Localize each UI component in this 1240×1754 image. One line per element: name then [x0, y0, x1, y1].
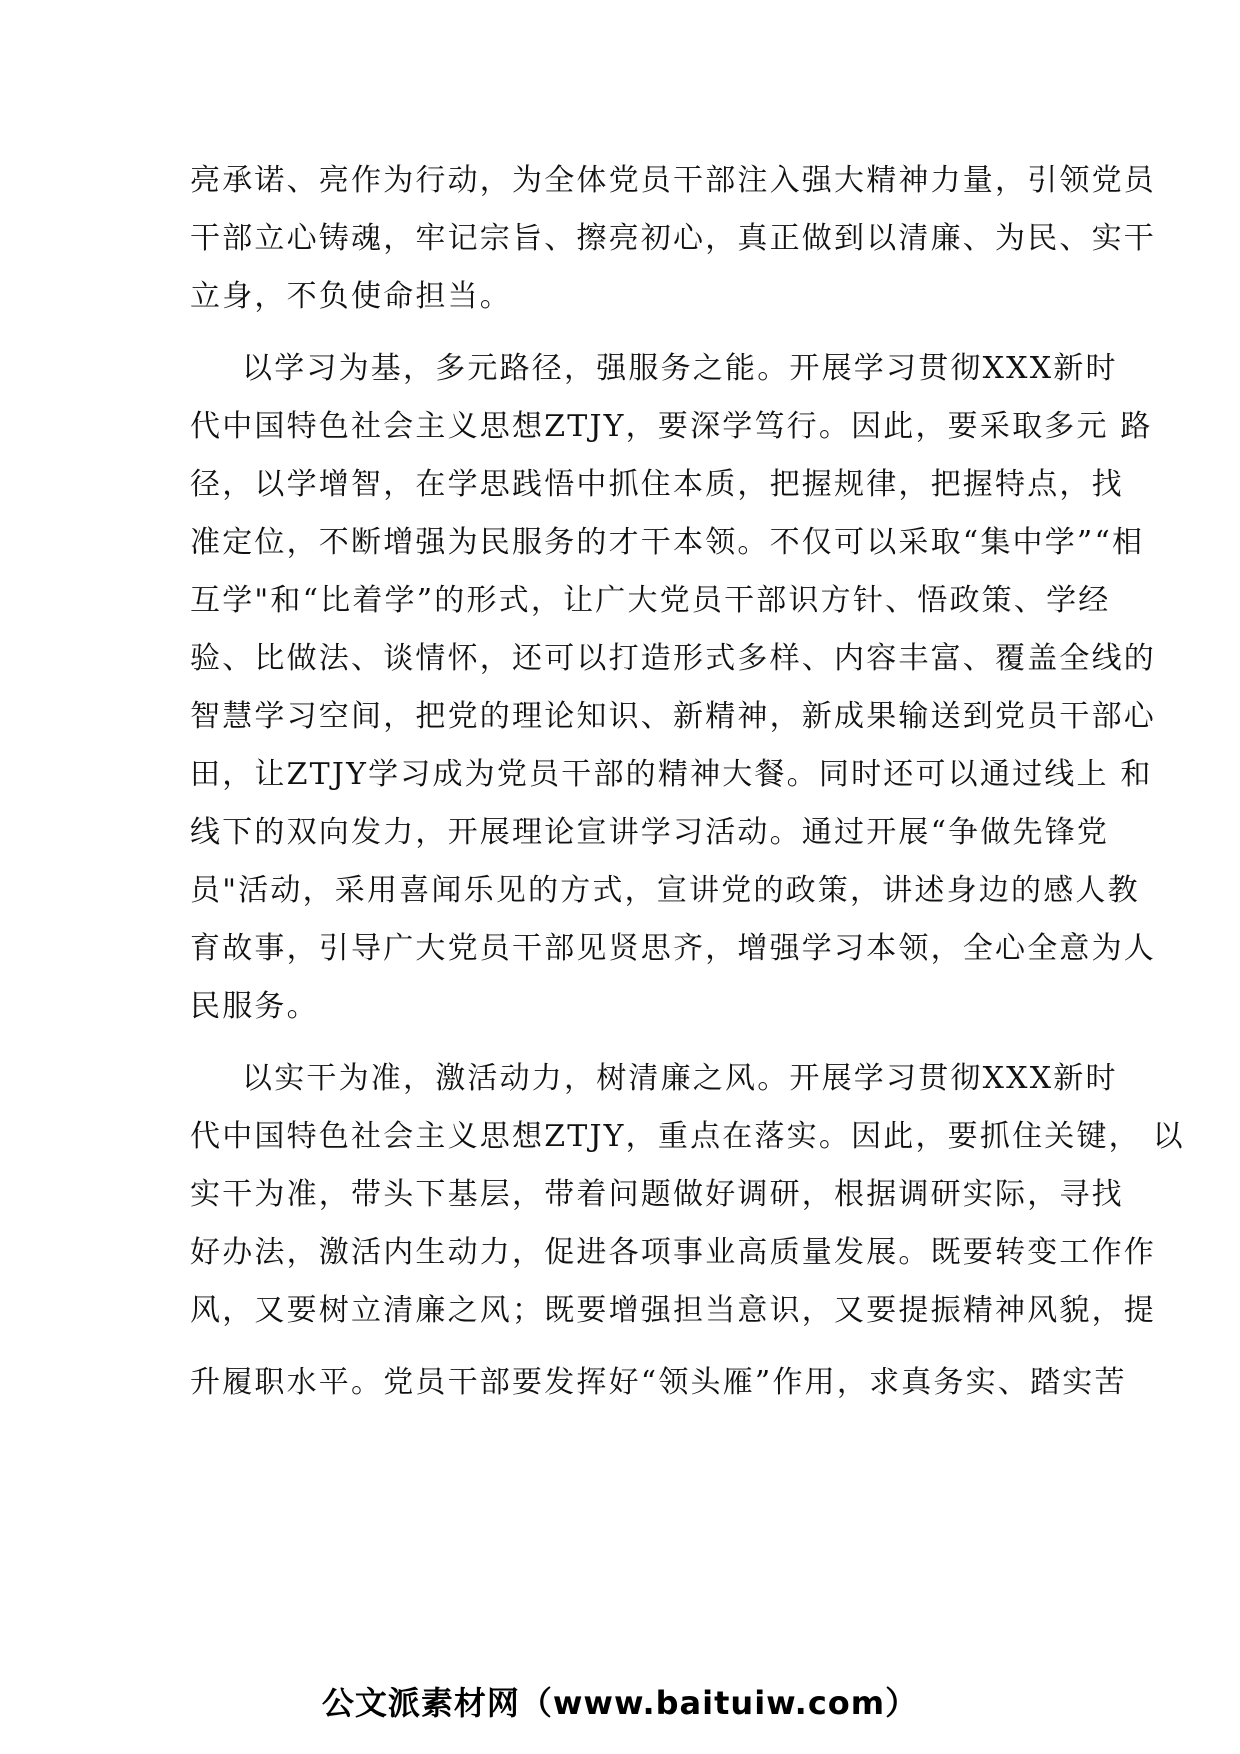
- text-line: 立身，不负使命担当。: [190, 279, 512, 314]
- body-text: [190, 162, 1185, 1422]
- text-line: 干部立心铸魂，牢记宗旨、擦亮初心，真正做到以清廉、为民、实干: [190, 221, 1156, 256]
- text-line: 育故事，引导广大党员干部见贤思齐，增强学习本领，全心全意为人: [190, 931, 1156, 966]
- text-line: 实干为准，带头下基层，带着问题做好调研，根据调研实际，寻找: [190, 1177, 1124, 1212]
- text-line: 员"活动，采用喜闻乐见的方式，宣讲党的政策，讲述身边的感人教: [190, 873, 1140, 908]
- text-line: 智慧学习空间，把党的理论知识、新精神，新成果输送到党员干部心: [190, 699, 1156, 734]
- text-line: 好办法，激活内生动力，促进各项事业高质量发展。既要转变工作作: [190, 1235, 1156, 1270]
- text-line: 验、比做法、谈情怀，还可以打造形式多样、内容丰富、覆盖全线的: [190, 641, 1156, 676]
- text-line: 风，又要树立清廉之风；既要增强担当意识，又要提振精神风貌，提: [190, 1293, 1156, 1328]
- text-line: 线下的双向发力，开展理论宣讲学习活动。通过开展“争做先锋党: [190, 815, 1110, 850]
- text-line: 以学习为基，多元路径，强服务之能。开展学习贯彻XXX新时: [242, 351, 1118, 386]
- text-line: 径，以学增智，在学思践悟中抓住本质，把握规律，把握特点，找: [190, 467, 1124, 502]
- text-line: 田，让ZTJY学习成为党员干部的精神大餐。同时还可以通过线上 和: [190, 757, 1153, 792]
- text-line: 代中国特色社会主义思想ZTJY，要深学笃行。因此，要采取多元 路: [190, 409, 1153, 444]
- footer-watermark: 公文派素材网（www.baituiw.com）: [321, 1684, 919, 1722]
- text-line: 代中国特色社会主义思想ZTJY，重点在落实。因此，要抓住关键， 以: [190, 1119, 1185, 1154]
- text-line: 亮承诺、亮作为行动，为全体党员干部注入强大精神力量，引领党员: [190, 163, 1156, 198]
- text-line: 以实干为准，激活动力，树清廉之风。开展学习贯彻XXX新时: [242, 1061, 1118, 1096]
- text-line: 升履职水平。党员干部要发挥好“领头雁”作用，求真务实、踏实苦: [190, 1365, 1127, 1400]
- text-line: 民服务。: [190, 989, 319, 1024]
- text-line: 互学"和“比着学”的形式，让广大党员干部识方针、悟政策、学经: [190, 583, 1111, 618]
- text-line: 准定位，不断增强为民服务的才干本领。不仅可以采取“集中学”“相: [190, 525, 1145, 560]
